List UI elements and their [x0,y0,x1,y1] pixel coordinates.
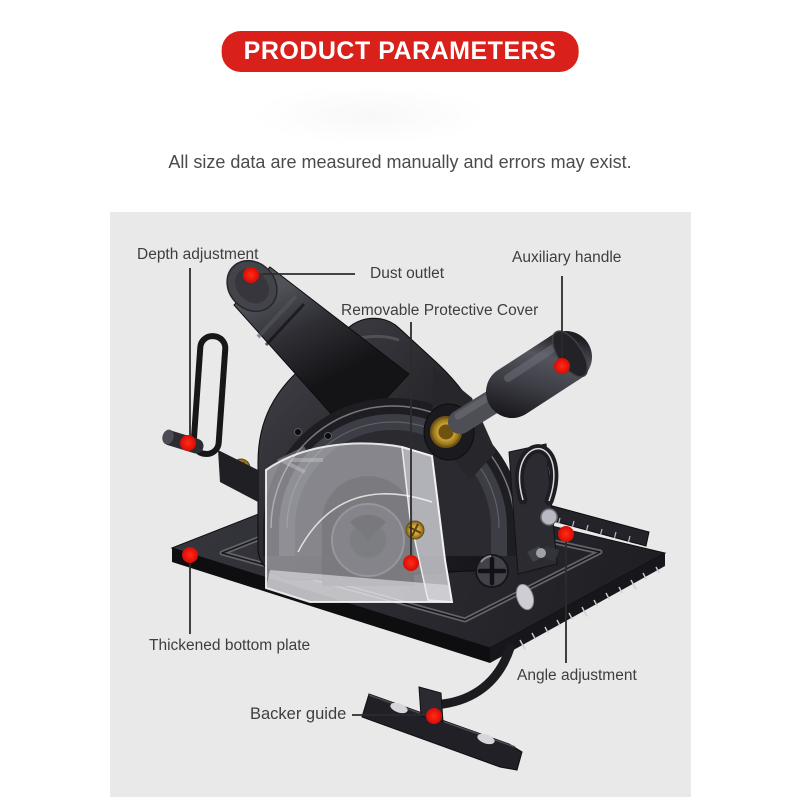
clamp-bolt [541,509,557,525]
marker-dot-depth-adjustment [180,435,196,451]
callout-label-auxiliary-handle: Auxiliary handle [512,249,622,266]
marker-dot-auxiliary-handle [554,358,570,374]
callout-label-angle-adjustment: Angle adjustment [517,667,637,684]
marker-dot-angle-adjustment [558,526,574,542]
marker-dot-dust-outlet [243,267,259,283]
marker-dot-backer-guide [426,708,442,724]
backer-guide-bar [362,648,522,770]
callout-label-depth-adjustment: Depth adjustment [137,246,259,263]
phillips-screw-head [476,555,508,587]
guard-screw-dot [325,433,332,440]
marker-dot-bottom-plate [182,547,198,563]
depth-adjustment-rod [161,335,258,502]
marker-dot-removable-cover [403,555,419,571]
brass-screw [406,521,424,539]
product-parameters-banner: PRODUCT PARAMETERS [222,31,579,72]
guard-screw-dot [295,429,302,436]
callout-label-backer-guide: Backer guide [250,705,347,723]
callout-label-dust-outlet: Dust outlet [370,265,445,282]
callout-label-thickened-bottom-plate: Thickened bottom plate [149,637,311,654]
callout-label-removable-protective-cover: Removable Protective Cover [341,302,539,319]
disclaimer-text: All size data are measured manually and errors may exist. [168,152,632,172]
